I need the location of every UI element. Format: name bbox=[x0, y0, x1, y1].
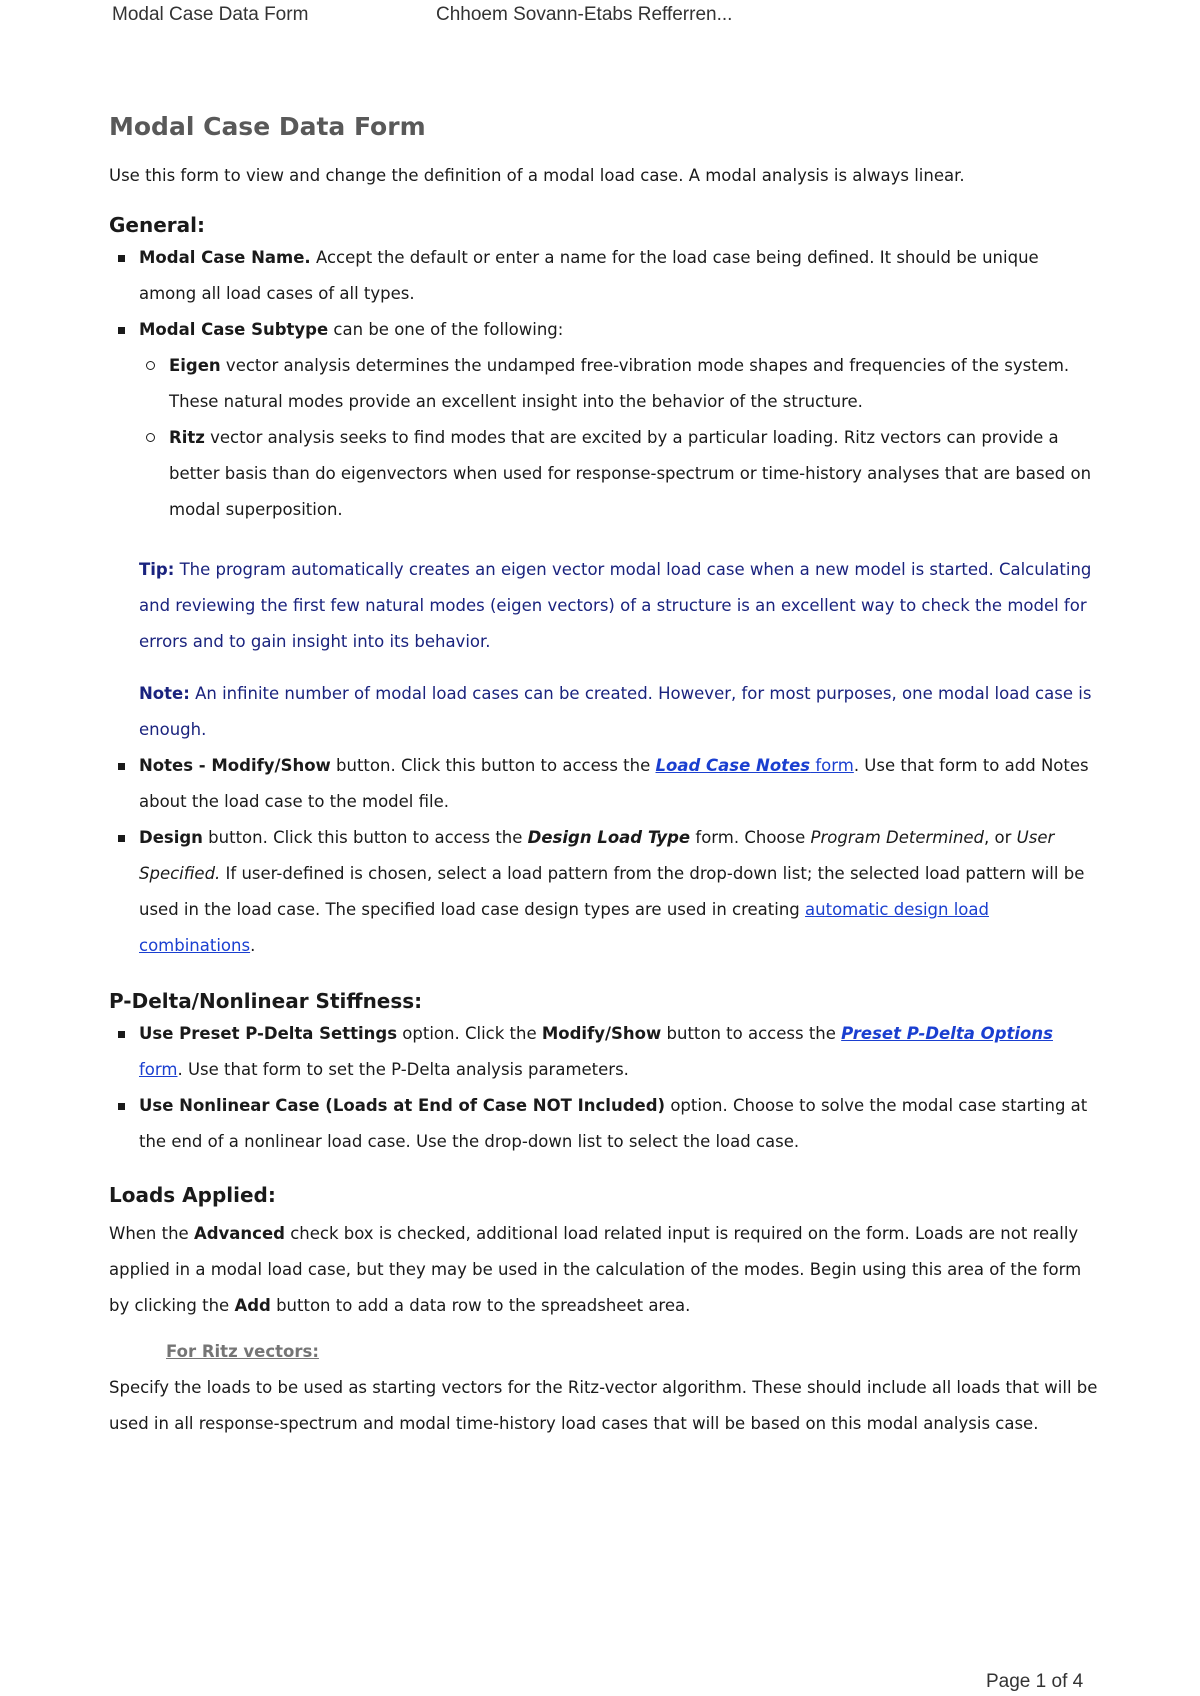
load-case-notes-link[interactable]: Load Case Notes form bbox=[655, 756, 854, 775]
text: can be one of the following: bbox=[328, 320, 564, 339]
loads-applied-paragraph bbox=[109, 1216, 1099, 1324]
text: If user-defined is chosen, select a load pattern from the drop-down list; the selected load pattern will be used in the load case. The specified load case design types are used in creating bbox=[139, 864, 1085, 919]
section-heading-loads-applied: Loads Applied: bbox=[109, 1183, 276, 1207]
term-ritz: Ritz bbox=[169, 428, 205, 447]
general-buttons-list bbox=[109, 748, 1099, 964]
ritz-vectors-subheading: For Ritz vectors: bbox=[166, 1342, 319, 1361]
list-item-preset-pdelta bbox=[109, 1016, 1099, 1088]
page-number: Page 1 of 4 bbox=[986, 1671, 1084, 1692]
term-use-nonlinear-case: Use Nonlinear Case (Loads at End of Case NOT Included) bbox=[139, 1096, 666, 1115]
note-label: Note: bbox=[139, 684, 190, 703]
document-body bbox=[109, 108, 1099, 1442]
text: vector analysis determines the undamped free-vibration mode shapes and frequencies of the system. These natural modes provide an excellent insight into the behavior of the structure. bbox=[169, 356, 1070, 411]
term-modal-case-subtype: Modal Case Subtype bbox=[139, 320, 329, 339]
preset-pdelta-options-link[interactable]: Preset P-Delta Options form bbox=[139, 1024, 1053, 1079]
term-eigen: Eigen bbox=[169, 356, 221, 375]
term-advanced: Advanced bbox=[193, 1224, 285, 1243]
term-modal-case-name: Modal Case Name. bbox=[139, 248, 311, 267]
text: When the bbox=[109, 1224, 194, 1243]
text: Accept the default or enter a name for the load case being defined. It should be unique among all load cases of all types. bbox=[139, 248, 1039, 303]
intro-paragraph: Use this form to view and change the definition of a modal load case. A modal analysis is always linear. bbox=[109, 166, 965, 185]
term-use-preset-pdelta: Use Preset P-Delta Settings bbox=[139, 1024, 398, 1043]
term-notes-modify-show: Notes - Modify/Show bbox=[139, 756, 331, 775]
text: vector analysis seeks to find modes that are excited by a particular loading. Ritz vectors can provide a better basis than do eigenvectors when used for response-spectrum or time-history analyses that are based on modal superposition. bbox=[169, 428, 1092, 519]
list-item-modal-case-name bbox=[109, 240, 1099, 312]
term-modify-show: Modify/Show bbox=[541, 1024, 662, 1043]
text: check box is checked, additional load related input is required on the form. Loads are not really applied in a modal load case, but they may be used in the calculation of the modes. Begin using this area of the form by clicking the bbox=[109, 1224, 1082, 1315]
term-add: Add bbox=[234, 1296, 271, 1315]
text: , or bbox=[984, 828, 1017, 847]
list-item-nonlinear-case bbox=[109, 1088, 1099, 1160]
text: . Use that form to add Notes about the load case to the model file. bbox=[139, 756, 1089, 811]
note-paragraph bbox=[139, 676, 1099, 748]
term-program-determined: Program Determined bbox=[810, 828, 985, 847]
section-heading-general: General: bbox=[109, 213, 205, 237]
running-header-source: Chhoem Sovann-Etabs Refferren... bbox=[436, 4, 733, 25]
text: button to access the bbox=[661, 1024, 842, 1043]
text: button. Click this button to access the bbox=[202, 828, 528, 847]
text: form. Choose bbox=[690, 828, 811, 847]
term-design: Design bbox=[139, 828, 203, 847]
text: button to add a data row to the spreadsheet area. bbox=[270, 1296, 691, 1315]
text: An infinite number of modal load cases can be created. However, for most purposes, one modal load case is enough. bbox=[139, 684, 1092, 739]
ritz-vectors-paragraph: Specify the loads to be used as starting vectors for the Ritz-vector algorithm. These should include all loads that will be used in all response-spectrum and modal time-history load cases that will be based on this modal analysis case. bbox=[109, 1378, 1098, 1433]
tip-paragraph bbox=[139, 552, 1099, 660]
text: . Use that form to set the P-Delta analysis parameters. bbox=[177, 1060, 629, 1079]
tip-label: Tip: bbox=[139, 560, 175, 579]
page-title: Modal Case Data Form bbox=[109, 112, 426, 141]
list-item-design-button bbox=[109, 820, 1099, 964]
list-item-ritz bbox=[139, 420, 1099, 528]
text: option. Choose to solve the modal case starting at the end of a nonlinear load case. Use the drop-down list to select the load case. bbox=[139, 1096, 1088, 1151]
term-user-specified: User Specified. bbox=[139, 828, 1055, 883]
pdelta-list bbox=[109, 1016, 1099, 1160]
list-item-modal-case-subtype bbox=[109, 312, 1099, 528]
general-list bbox=[109, 240, 1099, 528]
subtype-list bbox=[139, 348, 1099, 528]
text: option. Click the bbox=[397, 1024, 542, 1043]
term-design-load-type: Design Load Type bbox=[527, 828, 691, 847]
list-item-eigen bbox=[139, 348, 1099, 420]
tip-note-box bbox=[109, 552, 1099, 748]
text: The program automatically creates an eigen vector modal load case when a new model is started. Calculating and reviewing the first few natural modes (eigen vectors) of a structure is an excellent way to check the model for errors and to gain insight into its behavior. bbox=[139, 560, 1092, 651]
section-heading-pdelta: P-Delta/Nonlinear Stiffness: bbox=[109, 989, 423, 1013]
list-item-notes-button bbox=[109, 748, 1099, 820]
automatic-design-load-combinations-link[interactable]: automatic design load combinations bbox=[139, 900, 989, 955]
running-header-title: Modal Case Data Form bbox=[112, 4, 309, 25]
text: button. Click this button to access the bbox=[330, 756, 656, 775]
text: . bbox=[250, 936, 256, 955]
